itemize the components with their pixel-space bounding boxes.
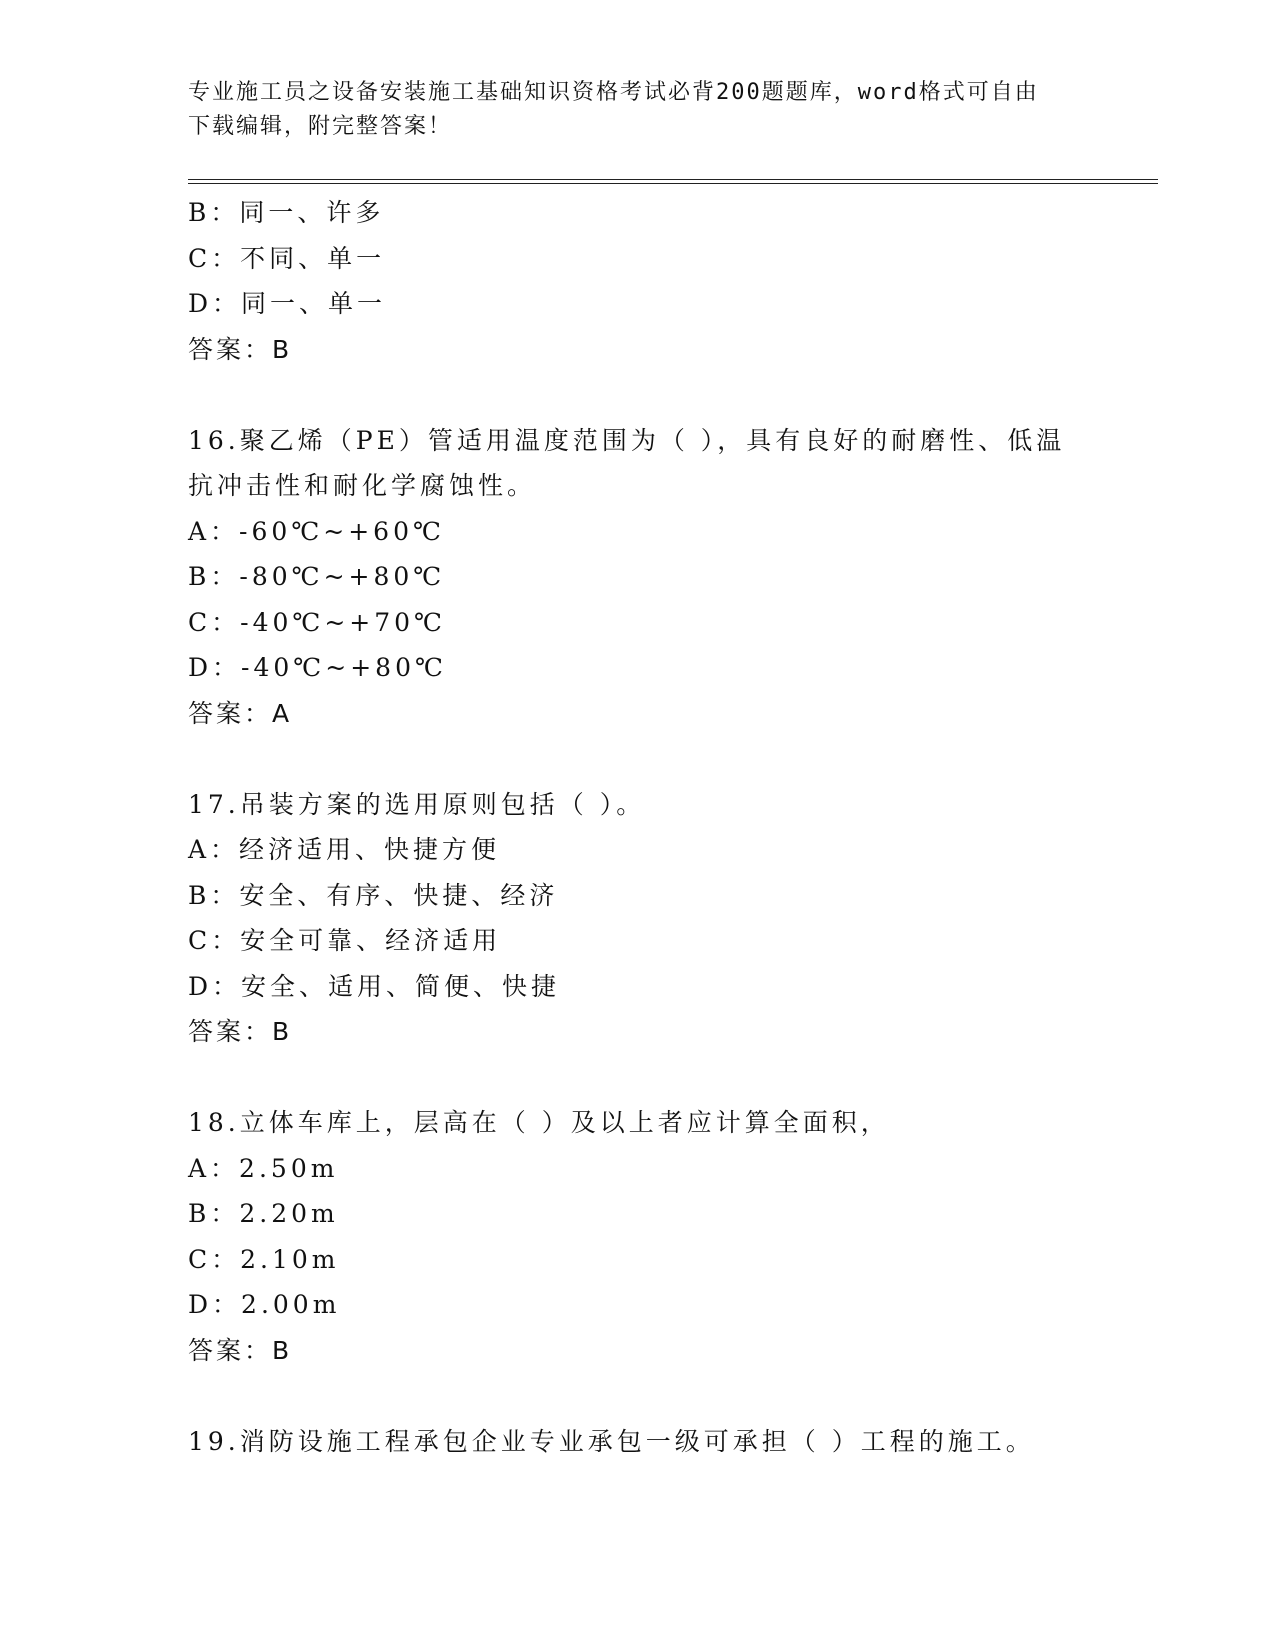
question-16-stem-line-2: 抗冲击性和耐化学腐蚀性。 [188, 471, 537, 500]
spacer [188, 736, 1088, 782]
question-15-answer: 答案：B [188, 334, 293, 364]
question-18-answer: 答案：B [188, 1335, 293, 1365]
header-line-1: 专业施工员之设备安装施工基础知识资格考试必背200题题库，word格式可自由 [188, 80, 1039, 105]
question-18-block [188, 1100, 1088, 1373]
question-15-block [188, 190, 1088, 372]
question-16-option-a: A：-60℃~+60℃ [188, 516, 445, 546]
question-17-option-a: A：经济适用、快捷方便 [188, 835, 501, 864]
question-17-stem: 17.吊装方案的选用原则包括（ ）。 [188, 789, 646, 819]
question-15-option-d: D：同一、单一 [188, 289, 387, 318]
question-18-stem: 18.立体车库上，层高在（ ）及以上者应计算全面积， [188, 1108, 890, 1137]
question-17-block [188, 782, 1088, 1055]
question-16-stem-line-1: 16.聚乙烯（PE）管适用温度范围为（ ），具有良好的耐磨性、低温 [188, 425, 1066, 455]
question-17-option-c: C：安全可靠、经济适用 [188, 926, 502, 955]
question-15-option-c: C：不同、单一 [188, 243, 386, 273]
question-17-option-d: D：安全、适用、简便、快捷 [188, 971, 561, 1001]
spacer [188, 1055, 1088, 1101]
question-19-block [188, 1419, 1088, 1465]
spacer [188, 372, 1088, 418]
document-header [188, 76, 1088, 144]
header-line-2: 下载编辑，附完整答案！ [188, 114, 453, 139]
question-18-option-b: B：2.20m [188, 1199, 339, 1228]
question-16-option-d: D：-40℃~+80℃ [188, 653, 447, 682]
question-18-option-d: D：2.00m [188, 1290, 341, 1319]
header-divider [188, 179, 1158, 184]
question-16-option-b: B：-80℃~+80℃ [188, 562, 446, 591]
question-content [188, 190, 1088, 1464]
question-19-stem: 19.消防设施工程承包企业专业承包一级可承担（ ）工程的施工。 [188, 1426, 1035, 1456]
question-18-option-a: A：2.50m [188, 1153, 339, 1183]
question-16-block [188, 418, 1088, 737]
question-16-answer: 答案：A [188, 698, 293, 728]
question-17-option-b: B：安全、有序、快捷、经济 [188, 880, 559, 910]
question-15-option-b: B：同一、许多 [188, 198, 385, 227]
question-16-option-c: C：-40℃~+70℃ [188, 607, 447, 637]
question-18-option-c: C：2.10m [188, 1244, 340, 1274]
question-17-answer: 答案：B [188, 1017, 293, 1046]
spacer [188, 1373, 1088, 1419]
